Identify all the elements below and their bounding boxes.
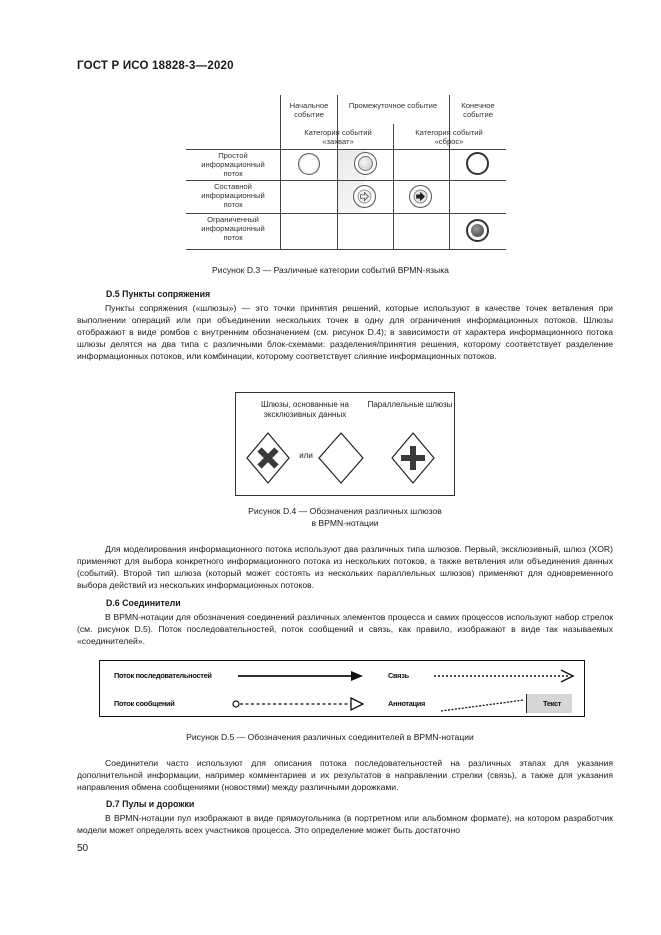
message-flow-label: Поток сообщений (114, 699, 175, 708)
row-header-compound: Составной информационный поток (201, 182, 265, 209)
section-d7-heading: D.7 Пулы и дорожки (106, 799, 195, 809)
section-d5-paragraph (77, 302, 613, 362)
col-header-start: Начальное событие (289, 101, 329, 119)
terminate-dot-icon (471, 224, 484, 237)
annotation-connector-line (441, 700, 524, 711)
hollow-arrow-icon (357, 189, 372, 204)
sub-header-release: Категория событий «сброс» (415, 128, 483, 146)
filled-arrow-icon (413, 189, 428, 204)
exclusive-gateway-empty-icon (318, 432, 364, 484)
section-d5-text: Пункты сопряжения («шлюзы») — это точки принятия решений, которые используют в качестве точек ветвления при выполнении операций или при объединении нескольких точек в одну для ограничения информационных потоков. Шлюзы отображают в виде ромбов с внутренним обозначением (см. рисунок D.4); в зависимости от характера информационного потока шлюзы делятся на два типа с различными блок-схемами: разделения/принятия решения, которому соответствует разделение информационных потоков, или комбинации, которому соответствует слияние информационных потоков. (77, 303, 613, 361)
row-header-limited: Ограниченный информационный поток (201, 215, 265, 242)
figure-d5-caption: Рисунок D.5 — Обозначения различных соединителей в BPMN-нотации (186, 732, 474, 742)
exclusive-gateway-x-icon (246, 432, 290, 484)
col-header-intermediate: Промежуточное событие (348, 101, 438, 110)
figure-d4-caption-line2: в BPMN-нотации (311, 518, 379, 528)
parallel-gateway-label: Параллельные шлюзы (367, 400, 453, 409)
intermediate-capture-inner-circle-icon (358, 156, 373, 171)
end-event-circle-icon (466, 152, 489, 175)
section-d6-text: В BPMN-нотации для обозначения соединений различных элементов процесса и самих процессов используют набор стрелок (см. рисунок D.5). Поток последовательностей, поток сообщений и связь, как правило, изображают в виде так называемых «соединителей». (77, 612, 613, 646)
annotation-text: Текст (543, 699, 562, 708)
col-header-end: Конечное событие (461, 101, 495, 119)
connectors-paragraph (77, 757, 613, 793)
exclusive-gateway-label: Шлюзы, основанные на эксклюзивных данных (261, 400, 349, 419)
message-flow-start-icon (233, 701, 239, 707)
gateways-paragraph (77, 543, 613, 591)
sequence-flow-label: Поток последовательностей (114, 671, 212, 680)
figure-d4-caption-line1: Рисунок D.4 — Обозначения различных шлюзов (248, 506, 442, 516)
section-d7-text: В BPMN-нотации пул изображают в виде прямоугольника (в портретном или альбомном формате), на котором разработчик модели может определять всех участников процесса. Это определение может быть достаточно (77, 813, 613, 835)
section-d6-heading: D.6 Соединители (106, 598, 181, 608)
section-d6-paragraph (77, 611, 613, 647)
gateways-text: Для моделирования информационного потока используют два различных типа шлюзов. Первый, эксклюзивный, шлюз (XOR) применяют для выбора конкретного информационного потока из нескольких потоков, а также ветвления или объединения данных (событий). Второй тип шлюза (который может состоять из нескольких параллельных шлюзов) применяют для одновременного выбора действий из нескольких информационных потоков. (77, 544, 613, 590)
start-event-circle-icon (298, 153, 320, 175)
page-number: 50 (77, 843, 89, 854)
sub-header-capture: Категория событий «захват» (304, 128, 372, 146)
row-header-simple: Простой информационный поток (201, 151, 265, 178)
connector-arrows-drawing (99, 660, 585, 717)
parallel-gateway-plus-icon (391, 432, 435, 484)
figure-d3 (0, 0, 661, 280)
section-d5-heading: D.5 Пункты сопряжения (106, 289, 211, 299)
annotation-label: Аннотация (388, 699, 426, 708)
connectors-text: Соединители часто используют для описания потока последовательностей на различных этапах для указания дополнительной информации, например комментариев и их результатов в направлении стрелки (связь), а также для указания направления обмена сообщениями (новостями) между различными дорожками. (77, 758, 613, 792)
association-label: Связь (388, 671, 409, 680)
document-header: ГОСТ Р ИСО 18828-3—2020 (77, 60, 234, 72)
figure-d3-caption: Рисунок D.3 — Различные категории событий BPMN-языка (212, 265, 449, 275)
section-d7-paragraph (77, 812, 613, 836)
or-label: или (299, 451, 313, 460)
